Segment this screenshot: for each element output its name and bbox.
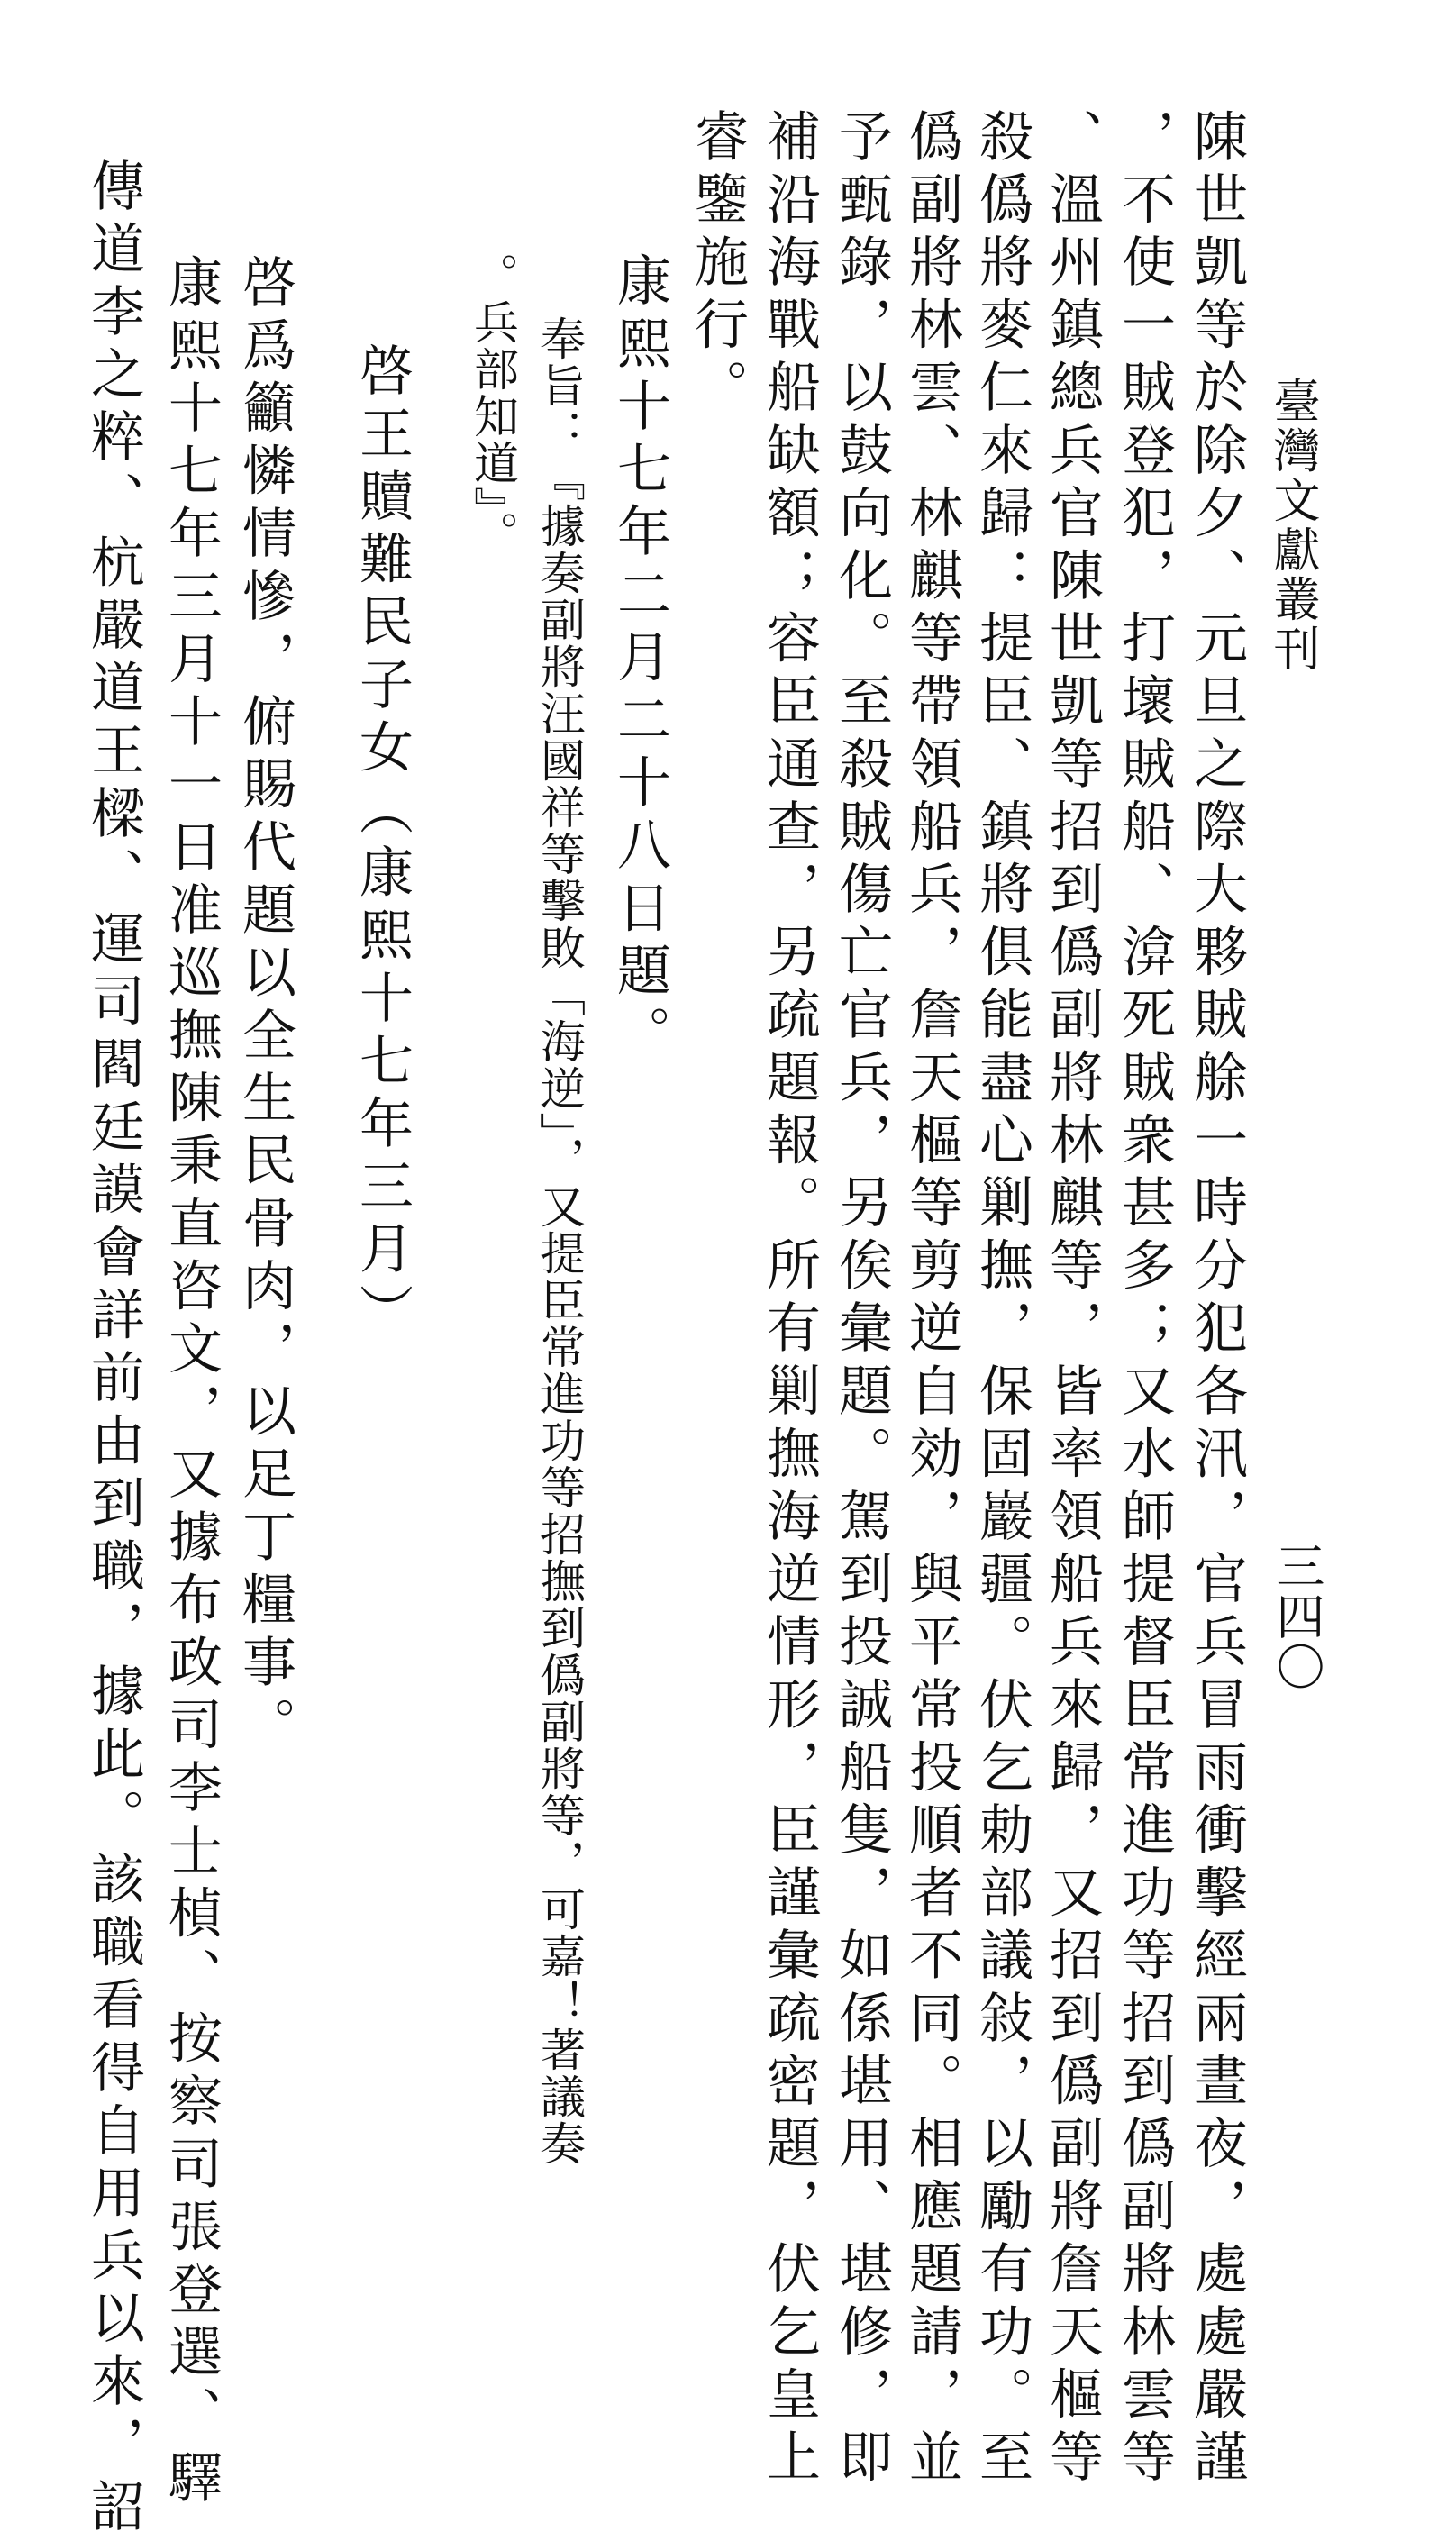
imperial-edict-line-2: 。兵部知道』。 [467,252,519,558]
text-column-10: 康熙十七年三月十一日准巡撫陳秉直咨文，又據布政司李士楨、按察司張登選、驛 [159,254,223,2512]
text-column-5: 僞副將林雲、林麒等帶領船兵，詹天樞等剪逆自効，與平常投順者不同。相應題請，並 [900,108,963,2491]
text-column-9: 啓爲籲憐情慘，俯賜代題以全生民骨肉，以足丁糧事。 [233,254,296,1760]
text-column-2: ，不使一賊登犯，打壞賊船、渰死賊衆甚多；又水師提督臣常進功等招到僞副將林雲等 [1113,108,1176,2491]
text-column-1: 陳世凱等於除夕、元旦之際大夥賊艅一時分犯各汛，官兵冒雨衝擊經兩晝夜，處處嚴謹 [1185,108,1248,2491]
text-column-8: 睿鑒施行。 [686,108,749,422]
text-column-7: 補沿海戰船缺額；容臣通查，另疏題報。所有剿撫海逆情形，臣謹彙疏密題，伏乞皇上 [758,108,821,2491]
running-header-title: 臺灣文獻叢刊 [1265,377,1319,674]
text-column-4: 殺僞將麥仁來歸：提臣、鎮將俱能盡心剿撫，保固巖疆。伏乞勅部議敍，以勵有功。至 [970,108,1033,2491]
imperial-edict-line-1: 奉旨：『據奏副將汪國祥等擊敗「海逆」，又提臣常進功等招撫到僞副將等，可嘉！著議奏 [533,315,586,2167]
text-column-6: 予甄錄，以鼓向化。至殺賊傷亡官兵，另俟彙題。駕到投誠船隻，如係堪用、堪修，即 [830,108,893,2491]
text-column-3: 、溫州鎮總兵官陳世凱等招到僞副將林麒等，皆率領船兵來歸，又招到僞副將詹天樞等 [1041,108,1104,2491]
section-heading: 啓王贖難民子女（康熙十七年三月） [350,342,414,1346]
page-number: 三四〇 [1269,1541,1325,1692]
text-column-11: 傳道李之粹、杭嚴道王樑、運司閻廷謨會詳前由到職，據此。該職看得自用兵以來，詔 [82,158,145,2541]
date-line: 康熙十七年二月二十八日題。 [608,252,671,1068]
